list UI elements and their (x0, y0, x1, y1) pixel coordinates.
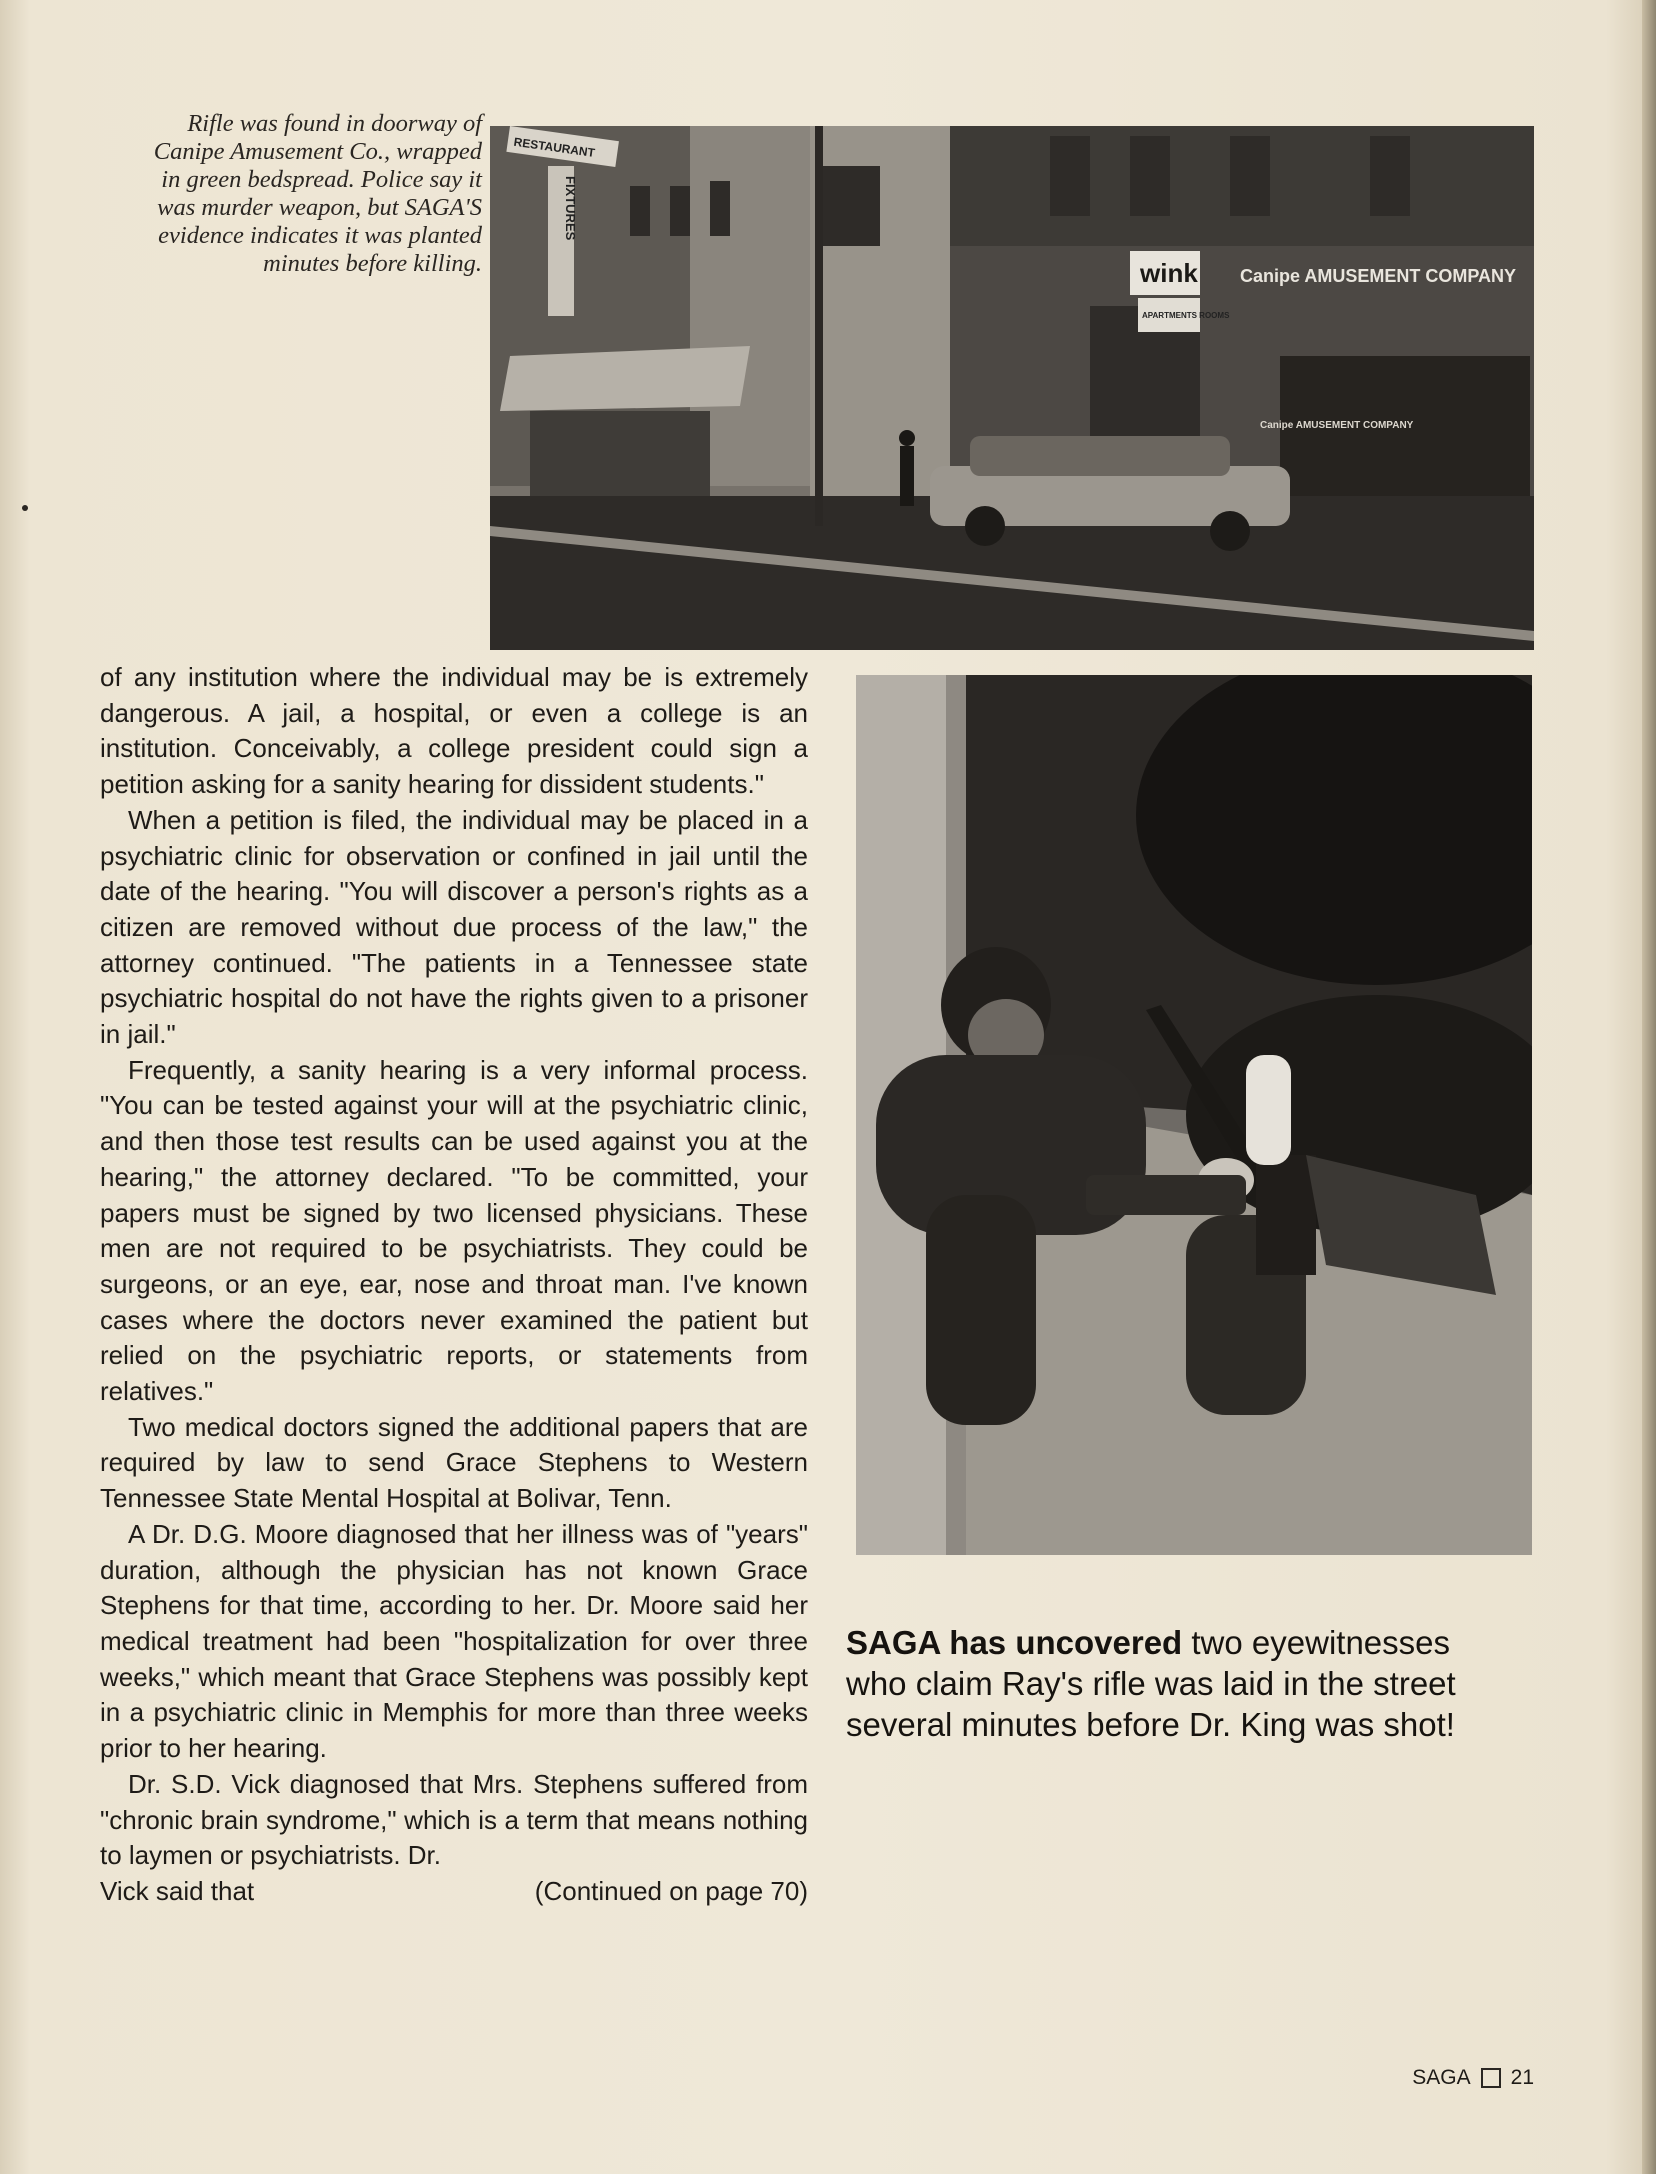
body-paragraph: Dr. S.D. Vick diagnosed that Mrs. Stephens suffered from "chronic brain syndrome," which is a term that means nothing to laymen or psychiatrists. Dr. (100, 1768, 808, 1871)
street-photo (490, 126, 1534, 650)
body-paragraph: A Dr. D.G. Moore diagnosed that her illness was of "years" duration, although the physician has not known Grace Stephens for that time, according to her. Dr. Moore said her medical treatment had been "hospitalization for over three weeks," which meant that Grace Stephens was possibly kept in a psychiatric clinic in Memphis for more than three weeks prior to her hearing. (100, 1518, 808, 1764)
pull-quote-lead: SAGA has uncovered (846, 1624, 1183, 1661)
body-paragraph: of any institution where the individual may be is extremely dangerous. A jail, a hospital, or even a college is an institution. Conceivably, a college president could sign a petition asking for a sanity hearing for dissident students." (100, 662, 808, 800)
page-folio (1412, 2066, 1534, 2090)
sign-restaurant: RESTAURANT (512, 134, 596, 161)
article-body (100, 660, 808, 1910)
sign-fixtures: FIXTURES (563, 176, 578, 241)
pull-quote (846, 1622, 1496, 1745)
page-edge (1642, 0, 1656, 2174)
rifle-photo (856, 675, 1532, 1555)
sign-canipe-company: Canipe AMUSEMENT COMPANY (1240, 266, 1517, 286)
folio-box-icon (1481, 2068, 1501, 2088)
sign-apartments: APARTMENTS ROOMS (1142, 311, 1230, 320)
pull-quote-text: two eyewitnesses who claim Ray's rifle was laid in the street several minutes before Dr. King was shot! (846, 1624, 1456, 1743)
folio-magazine: SAGA (1412, 2066, 1471, 2089)
photo-caption: Rifle was found in doorway of Canipe Amusement Co., wrapped in green bedspread. Police say it was murder weapon, but SAGA'S evidence indicates it was planted minutes before killing. (153, 110, 482, 277)
sign-wink: wink (1140, 258, 1198, 288)
last-line-text: Vick said that (100, 1875, 255, 1906)
body-paragraph: Frequently, a sanity hearing is a very informal process. "You can be tested against your will at the psychiatric clinic, and then those test results can be used against you at the hearing," the attorney declared. "To be committed, your papers must be signed by two licensed physicians. These men are not required to be psychiatrists. They could be surgeons, or an eye, ear, nose and throat man. I've known cases where the doctors never examined the patient but relied on the psychiatric reports, or statements from relatives." (100, 1054, 808, 1407)
continued-line (100, 1874, 808, 1910)
print-speck (22, 505, 28, 511)
body-paragraph: Two medical doctors signed the additional papers that are required by law to send Grace Stephens to Western Tennessee State Mental Hospital at Bolivar, Tenn. (100, 1411, 808, 1514)
folio-page-number: 21 (1510, 2066, 1534, 2089)
body-paragraph: When a petition is filed, the individual may be placed in a psychiatric clinic for observation or confined in jail until the date of the hearing. "You will discover a person's rights as a citizen are removed without due process of the law," the attorney continued. "The patients in a Tennessee state psychiatric hospital do not have the rights given to a prisoner in jail." (100, 804, 808, 1050)
street-photo-illustration (490, 126, 1534, 650)
continued-on-note: (Continued on page 70) (534, 1875, 808, 1906)
rifle-photo-illustration (856, 675, 1532, 1555)
sign-canipe-window: Canipe AMUSEMENT COMPANY (1260, 420, 1414, 431)
